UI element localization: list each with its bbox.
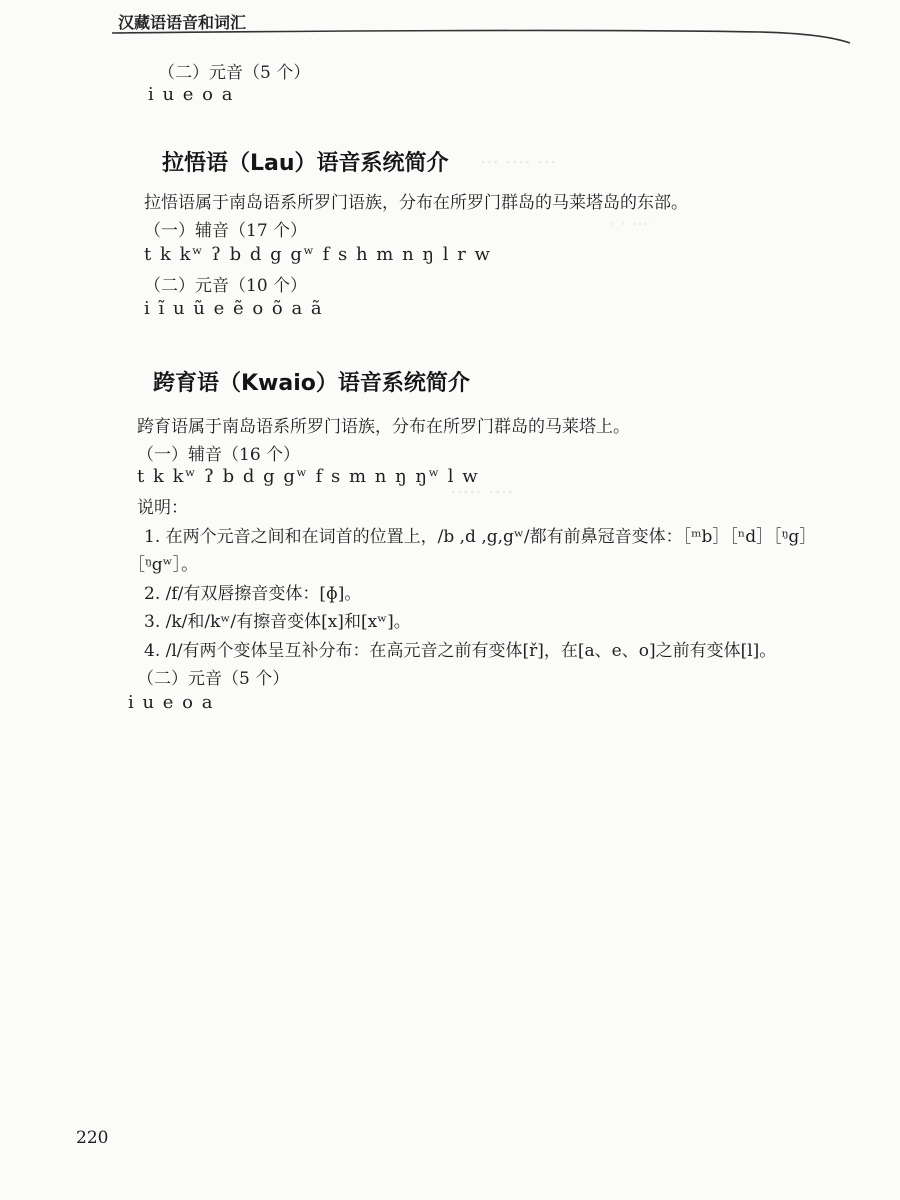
show-through-text: ····· ···· <box>450 480 514 504</box>
page-number: 220 <box>76 1128 109 1148</box>
lau-section-title: 拉悟语（Lau）语音系统简介 <box>162 151 449 176</box>
kwaio-vowel-inventory: i u e o a <box>128 692 214 713</box>
kwaio-note-1: 1. 在两个元音之间和在词首的位置上，/b ,d ,g,gʷ/都有前鼻冠音变体：［ᵐb］［ⁿd］［ᵑg］ <box>144 527 817 547</box>
running-head: 汉藏语语音和词汇 <box>118 13 247 32</box>
kwaio-note-2: 2. /f/有双唇擦音变体：[ɸ]。 <box>144 584 362 604</box>
kwaio-intro: 跨育语属于南岛语系所罗门语族，分布在所罗门群岛的马莱塔上。 <box>137 417 630 437</box>
lau-intro: 拉悟语属于南岛语系所罗门语族，分布在所罗门群岛的马莱塔岛的东部。 <box>144 193 688 213</box>
vowels-heading-top: （二）元音（5 个） <box>158 63 311 83</box>
kwaio-consonant-inventory: t k kʷ ʔ b d g gʷ f s m n ŋ ŋʷ l w <box>137 466 480 487</box>
kwaio-note-3: 3. /k/和/kʷ/有擦音变体[x]和[xʷ]。 <box>144 612 411 632</box>
lau-consonant-inventory: t k kʷ ʔ b d g gʷ f s h m n ŋ l r w <box>144 244 492 265</box>
kwaio-consonants-heading: （一）辅音（16 个） <box>137 445 301 465</box>
kwaio-notes-label: 说明： <box>137 498 188 518</box>
kwaio-vowels-heading: （二）元音（5 个） <box>137 669 290 689</box>
kwaio-section-title: 跨育语（Kwaio）语音系统简介 <box>153 371 470 396</box>
kwaio-note-1-continued: ［ᵑgʷ］。 <box>128 555 199 575</box>
show-through-text: · · ··· · <box>610 215 659 235</box>
lau-vowel-inventory: i ĩ u ũ e ẽ o õ a ã <box>144 298 324 319</box>
lau-consonants-heading: （一）辅音（17 个） <box>144 221 308 241</box>
vowel-inventory-top: i u e o a <box>148 84 234 105</box>
kwaio-note-4: 4. /l/有两个变体呈互补分布：在高元音之前有变体[ř]，在[a、e、o]之前有变体[l]。 <box>144 641 777 661</box>
show-through-text: ··· ···· ··· <box>480 150 557 174</box>
lau-vowels-heading: （二）元音（10 个） <box>144 276 308 296</box>
